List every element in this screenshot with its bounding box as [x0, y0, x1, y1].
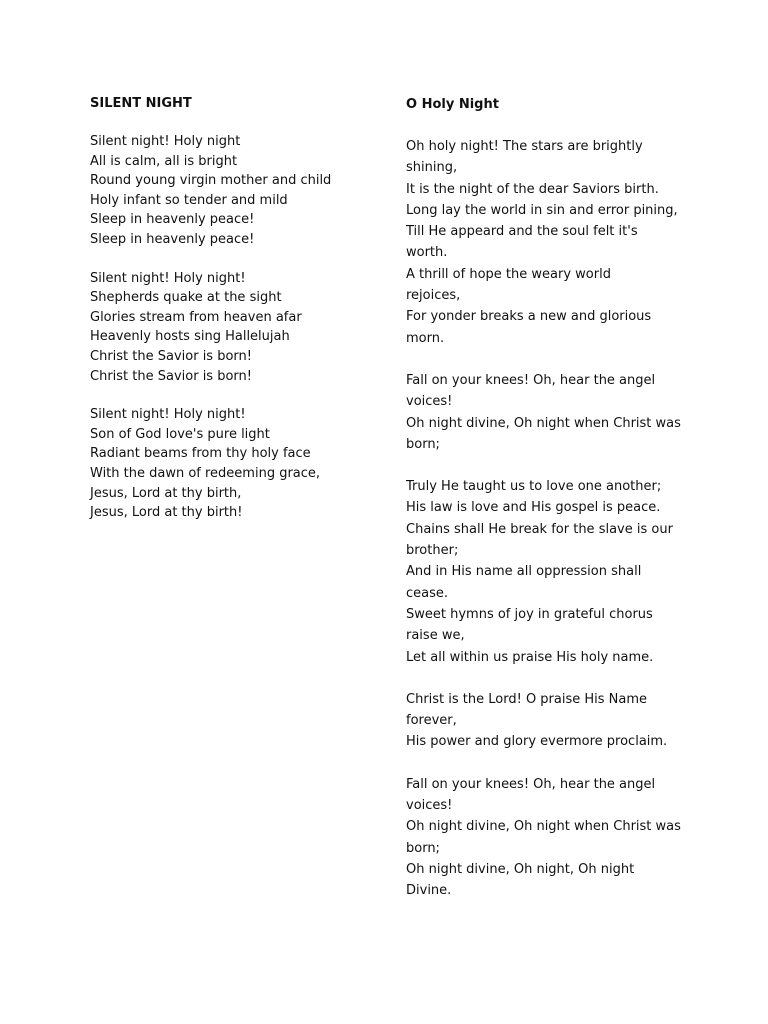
- lyric-line: Sweet hymns of joy in grateful chorus: [406, 606, 653, 622]
- lyric-line: Divine.: [406, 883, 452, 899]
- lyric-line: Oh night divine, Oh night when Christ was: [406, 415, 681, 431]
- lyric-line: A thrill of hope the weary world: [406, 266, 611, 282]
- stanza: [406, 136, 696, 349]
- lyric-line: Christ is the Lord! O praise His Name: [406, 691, 648, 707]
- lyric-line: All is calm, all is bright: [90, 153, 238, 169]
- lyric-line: born;: [406, 840, 440, 856]
- lyric-line: Let all within us praise His holy name.: [406, 649, 654, 665]
- lyric-line: voices!: [406, 798, 453, 814]
- lyric-line: For yonder breaks a new and glorious: [406, 309, 652, 325]
- song-title-o-holy-night: O Holy Night: [406, 97, 499, 112]
- lyric-line: And in His name all oppression shall: [406, 564, 642, 580]
- lyric-line: rejoices,: [406, 288, 461, 304]
- lyric-line: Heavenly hosts sing Hallelujah: [90, 329, 290, 345]
- lyric-line: Silent night! Holy night!: [90, 407, 246, 423]
- lyric-line: Son of God love's pure light: [90, 426, 270, 442]
- lyric-line: raise we,: [406, 628, 465, 644]
- lyric-line: worth.: [406, 245, 448, 261]
- left-column: [90, 94, 360, 523]
- lyric-line: Jesus, Lord at thy birth,: [90, 485, 242, 501]
- stanza: [406, 370, 696, 455]
- lyric-line: Oh night divine, Oh night when Christ was: [406, 819, 681, 835]
- lyric-line: cease.: [406, 585, 449, 601]
- lyric-line: Sleep in heavenly peace!: [90, 231, 255, 247]
- stanza: [406, 774, 696, 902]
- lyric-line: With the dawn of redeeming grace,: [90, 465, 321, 481]
- lyric-line: Shepherds quake at the sight: [90, 290, 282, 306]
- lyric-line: Long lay the world in sin and error pining,: [406, 202, 678, 218]
- lyric-line: born;: [406, 436, 440, 452]
- lyric-line: Oh holy night! The stars are brightly: [406, 139, 643, 154]
- lyric-line: Chains shall He break for the slave is our: [406, 521, 673, 537]
- lyric-line: brother;: [406, 543, 459, 559]
- lyric-line: Christ the Savior is born!: [90, 368, 252, 384]
- stanza: [406, 689, 696, 753]
- song-title-silent-night: SILENT NIGHT: [90, 96, 192, 111]
- lyric-line: voices!: [406, 394, 453, 410]
- lyric-line: forever,: [406, 713, 457, 729]
- lyric-line: Fall on your knees! Oh, hear the angel: [406, 776, 656, 792]
- lyric-line: Sleep in heavenly peace!: [90, 212, 255, 228]
- lyric-line: Truly He taught us to love one another;: [406, 479, 662, 495]
- lyric-line: Oh night divine, Oh night, Oh night: [406, 861, 635, 877]
- silent-night-lyrics: [90, 132, 360, 523]
- lyric-line: Christ the Savior is born!: [90, 348, 252, 364]
- lyric-line: morn.: [406, 330, 445, 346]
- stanza: [90, 269, 360, 387]
- lyric-line: His law is love and His gospel is peace.: [406, 500, 661, 516]
- lyric-line: Radiant beams from thy holy face: [90, 446, 311, 462]
- lyric-line: Fall on your knees! Oh, hear the angel: [406, 372, 656, 388]
- lyric-line: shining,: [406, 160, 458, 176]
- lyric-line: Holy infant so tender and mild: [90, 192, 288, 208]
- lyric-line: Silent night! Holy night!: [90, 270, 246, 286]
- stanza: [90, 405, 360, 523]
- lyric-line: Silent night! Holy night: [90, 134, 241, 149]
- lyric-line: Round young virgin mother and child: [90, 173, 332, 189]
- stanza: [406, 476, 696, 668]
- lyric-line: His power and glory evermore proclaim.: [406, 734, 668, 750]
- stanza: [90, 132, 360, 250]
- lyric-line: Till He appeard and the soul felt it's: [406, 224, 638, 240]
- o-holy-night-lyrics: [406, 136, 696, 902]
- lyric-line: Glories stream from heaven afar: [90, 309, 302, 325]
- right-column: [406, 94, 696, 902]
- lyric-line: Jesus, Lord at thy birth!: [90, 505, 243, 521]
- lyric-line: It is the night of the dear Saviors birth.: [406, 181, 659, 197]
